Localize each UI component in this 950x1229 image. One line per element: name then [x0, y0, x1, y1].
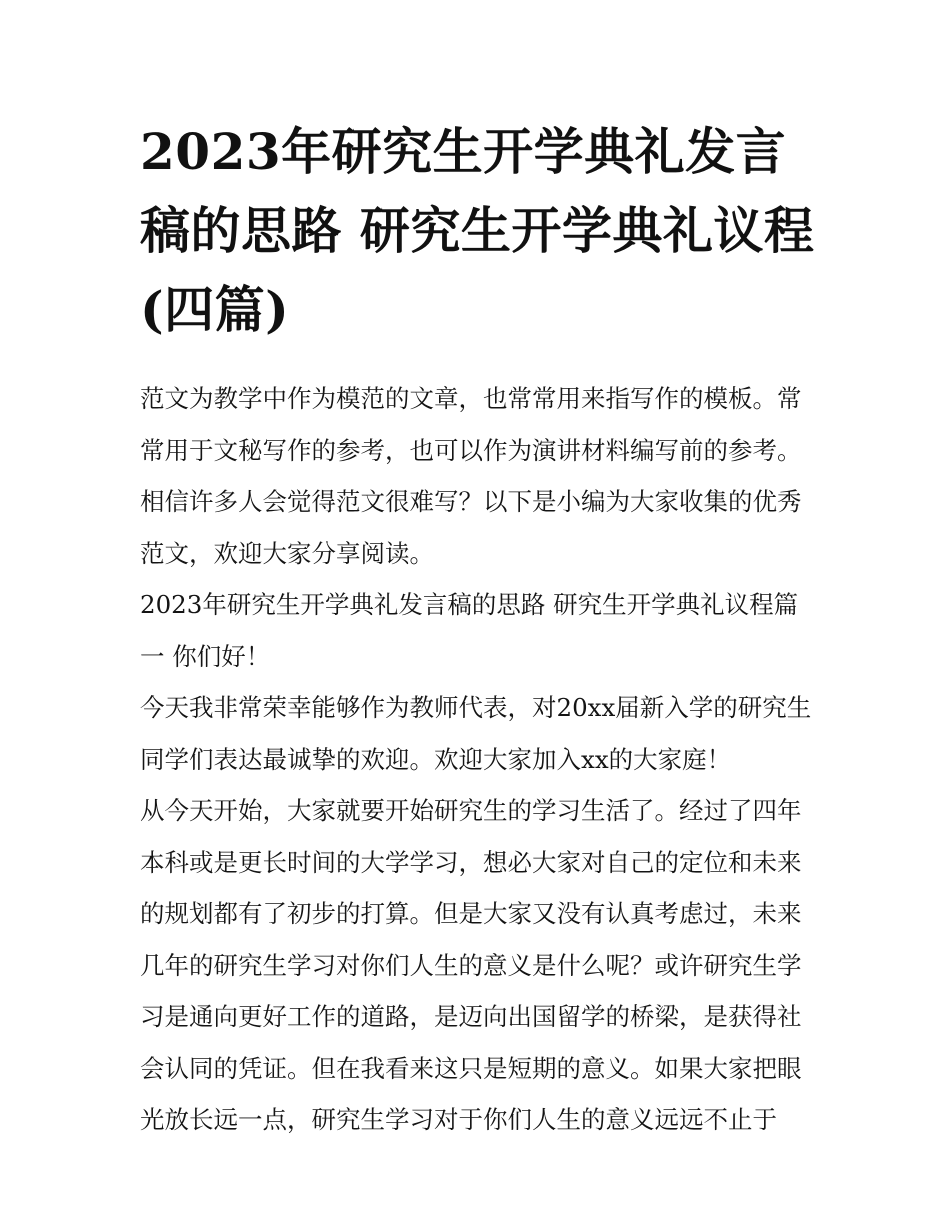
document-title: 2023年研究生开学典礼发言稿的思路 研究生开学典礼议程(四篇) [140, 122, 815, 339]
document-body [140, 373, 815, 1146]
paragraph-welcome: 今天我非常荣幸能够作为教师代表，对20xx届新入学的研究生同学们表达最诚挚的欢迎。欢迎大家加入xx的大家庭！ [140, 693, 812, 774]
paragraph-study-meaning: 从今天开始，大家就要开始研究生的学习生活了。经过了四年本科或是更长时间的大学学习，想必大家对自己的定位和未来的规划都有了初步的打算。但是大家又没有认真考虑过，未来几年的研究生学习对你们人生的意义是什么呢？或许研究生学习是通向更好工作的道路，是迈向出国留学的桥梁，是获得社会认同的凭证。但在我看来这只是短期的意义。如果大家把眼光放长远一点，研究生学习对于你们人生的意义远远不止于 [140, 796, 802, 1134]
document-page [140, 112, 815, 1146]
paragraph-heading-part-one: 2023年研究生开学典礼发言稿的思路 研究生开学典礼议程篇一 你们好！ [140, 590, 799, 671]
paragraph-intro: 范文为教学中作为模范的文章，也常常用来指写作的模板。常常用于文秘写作的参考，也可以作为演讲材料编写前的参考。相信许多人会觉得范文很难写？以下是小编为大家收集的优秀范文，欢迎大家分享阅读。 [140, 384, 802, 568]
